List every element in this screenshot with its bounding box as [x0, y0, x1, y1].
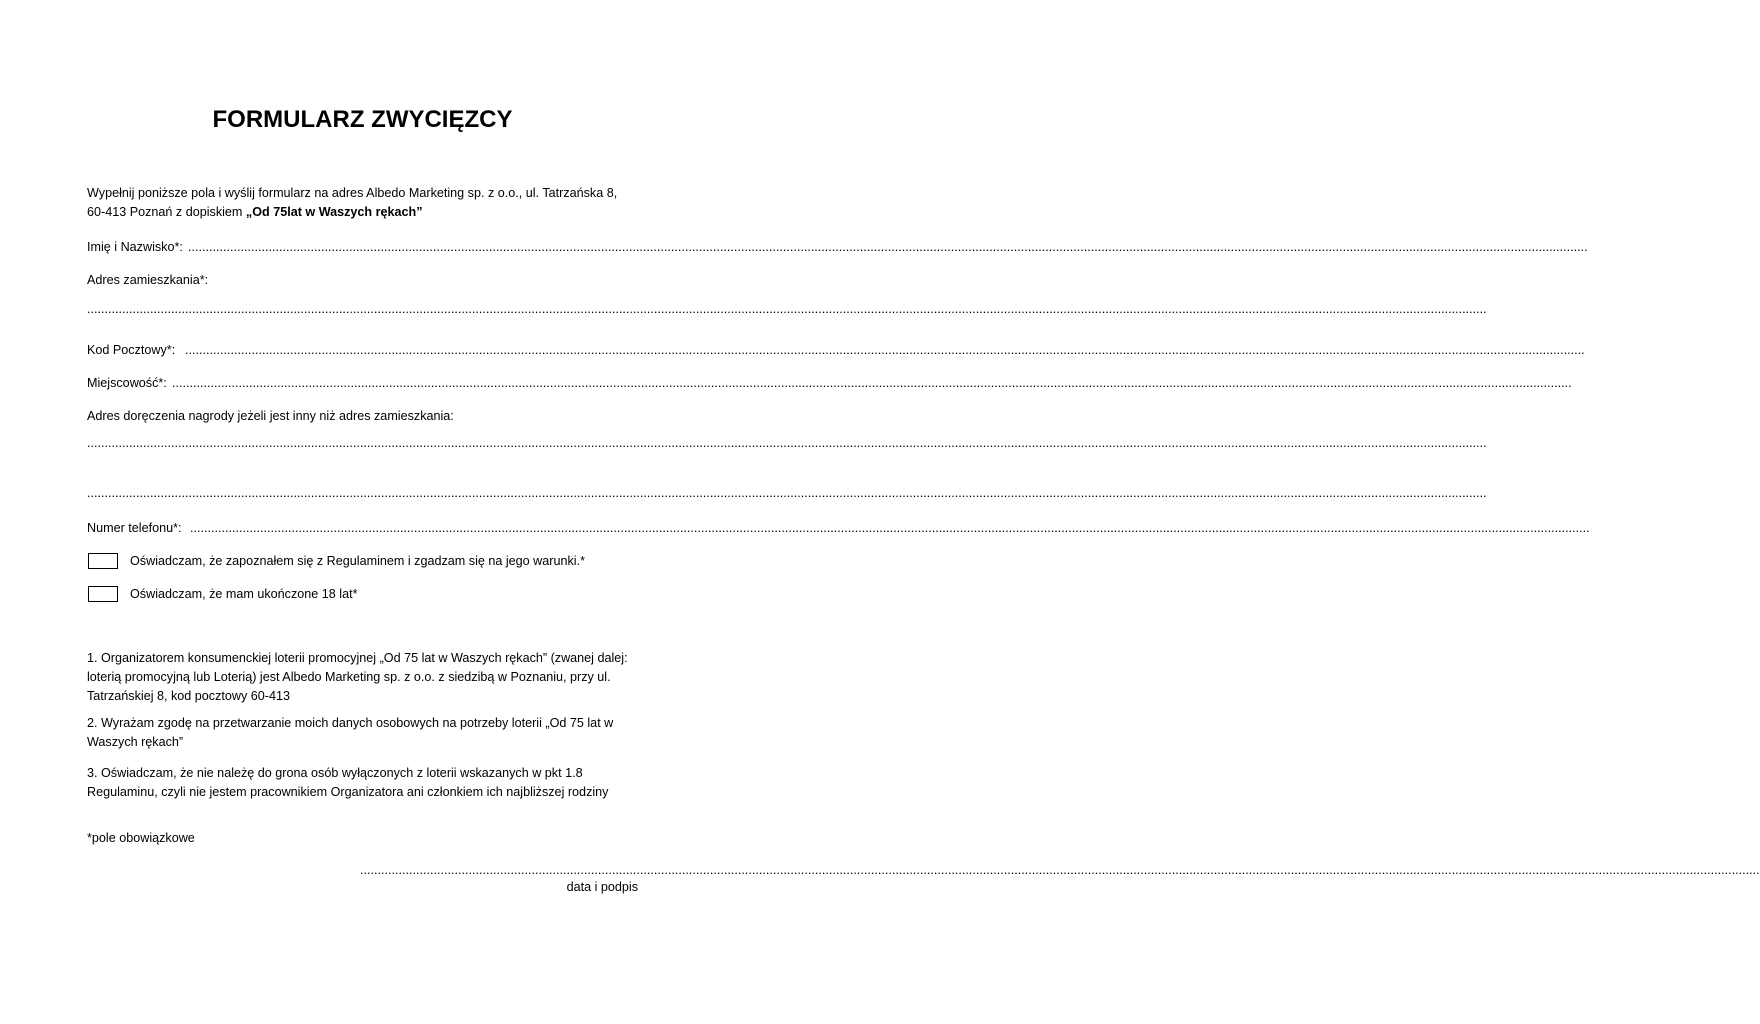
- age-checkbox-label: Oświadczam, że mam ukończone 18 lat*: [130, 587, 358, 601]
- rules-checkbox-label: Oświadczam, że zapoznałem się z Regulaminem i zgadzam się na jego warunki.*: [130, 554, 585, 568]
- intro-line-2-bold: „Od 75lat w Waszych rękach”: [245, 205, 423, 219]
- page-title: FORMULARZ ZWYCIĘZCY: [212, 106, 513, 133]
- city-field[interactable]: ................................................................................................................................................................................................................................................................................................................................................................................................................: [172, 376, 1572, 390]
- intro-line-2-prefix: 60-413 Poznań z dopiskiem: [87, 205, 246, 219]
- name-field[interactable]: ................................................................................................................................................................................................................................................................................................................................................................................................................: [188, 240, 1588, 254]
- address-field[interactable]: ................................................................................................................................................................................................................................................................................................................................................................................................................: [87, 302, 1487, 316]
- clause-1: 1. Organizatorem konsumenckiej loterii promocyjnej „Od 75 lat w Waszych rękach” (zwanej dalej: loterią promocyjną lub Loterią) jest Albedo Marketing sp. z o.o. z siedzibą w Poznaniu, przy ul. Tatrzańskiej 8, kod pocztowy 60-413: [87, 651, 628, 703]
- required-footnote: *pole obowiązkowe: [87, 831, 195, 845]
- delivery-label: Adres doręczenia nagrody jeżeli jest inny niż adres zamieszkania:: [87, 409, 454, 423]
- phone-field[interactable]: ................................................................................................................................................................................................................................................................................................................................................................................................................: [190, 521, 1590, 535]
- age-checkbox[interactable]: [88, 586, 118, 602]
- clause-3: 3. Oświadczam, że nie należę do grona osób wyłączonych z loterii wskazanych w pkt 1.8 Regulaminu, czyli nie jestem pracownikiem Organizatora ani członkiem ich najbliższej rodziny: [87, 766, 609, 799]
- phone-label: Numer telefonu*:: [87, 521, 182, 535]
- delivery-field-line-1[interactable]: ................................................................................................................................................................................................................................................................................................................................................................................................................: [87, 436, 1487, 450]
- clause-2: 2. Wyrażam zgodę na przetwarzanie moich danych osobowych na potrzeby loterii „Od 75 lat w Waszych rękach”: [87, 716, 614, 749]
- address-label: Adres zamieszkania*:: [87, 273, 209, 287]
- city-label: Miejscowość*:: [87, 376, 167, 390]
- postal-field[interactable]: ................................................................................................................................................................................................................................................................................................................................................................................................................: [185, 343, 1585, 357]
- postal-label: Kod Pocztowy*:: [87, 343, 176, 357]
- signature-field[interactable]: ................................................................................................................................................................................................................................................................................................................................................................................................................: [360, 863, 1760, 877]
- delivery-field-line-2[interactable]: ................................................................................................................................................................................................................................................................................................................................................................................................................: [87, 486, 1487, 500]
- signature-label: data i podpis: [566, 880, 638, 894]
- intro-line-2: [87, 203, 423, 222]
- intro-line-1: Wypełnij poniższe pola i wyślij formularz na adres Albedo Marketing sp. z o.o., ul. Tatrzańska 8,: [87, 186, 618, 200]
- name-label: Imię i Nazwisko*:: [87, 240, 183, 254]
- rules-checkbox[interactable]: [88, 553, 118, 569]
